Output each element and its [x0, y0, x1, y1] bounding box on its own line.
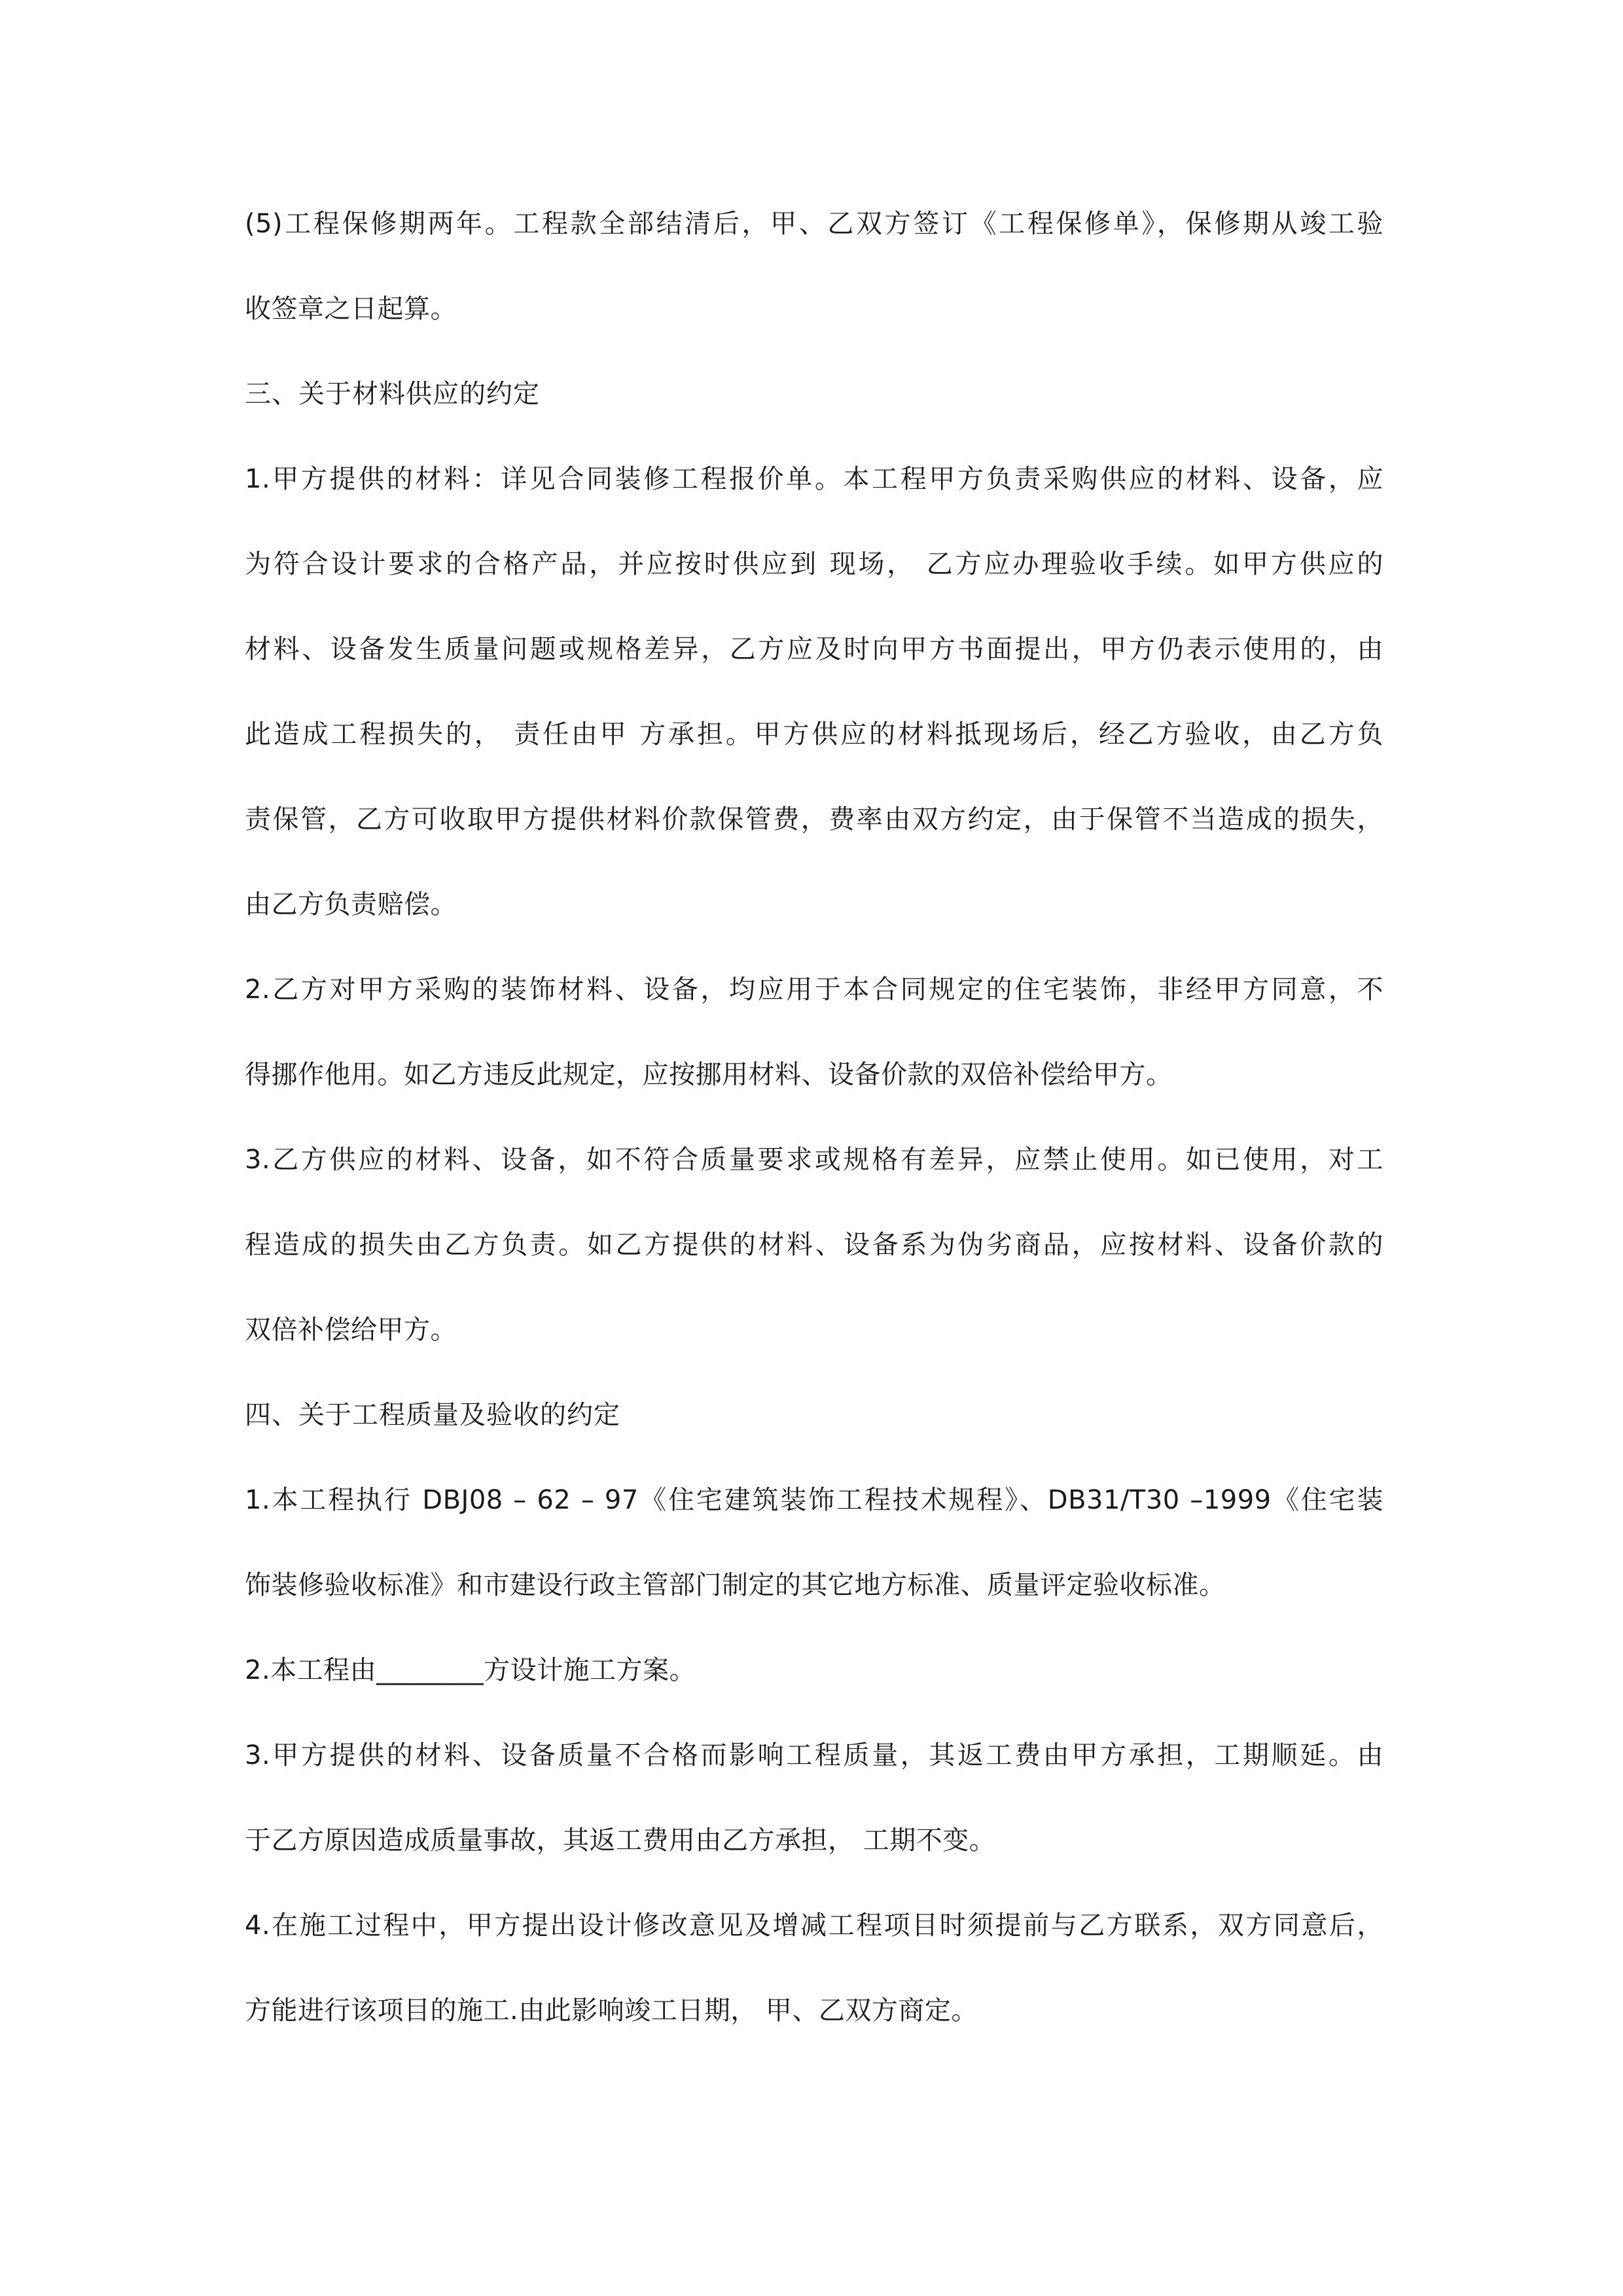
- paragraph-line: 4.在施工过程中，甲方提出设计修改意见及增减工程项目时须提前与乙方联系，双方同意后，: [245, 1910, 1383, 1941]
- paragraph-line: 饰装修验收标准》和市建设行政主管部门制定的其它地方标准、质量评定验收标准。: [245, 1570, 1226, 1600]
- paragraph-line: 由乙方负责赔偿。: [245, 889, 457, 920]
- paragraph-line: 1.本工程执行 DBJ08 – 62 – 97《住宅建筑装饰工程技术规程》、DB31/T30 –1999《住宅装: [245, 1485, 1383, 1515]
- paragraph-line: 3.甲方提供的材料、设备质量不合格而影响工程质量，其返工费由甲方承担，工期顺延。由: [245, 1740, 1383, 1770]
- paragraph-line: 得挪作他用。如乙方违反此规定，应按挪用材料、设备价款的双倍补偿给甲方。: [245, 1060, 1173, 1090]
- paragraph-line: 为符合设计要求的合格产品，并应按时供应到 现场， 乙方应办理验收手续。如甲方供应的: [245, 549, 1383, 579]
- paragraph-line: 2.本工程由________方设计施工方案。: [245, 1655, 696, 1685]
- section-heading: 三、关于材料供应的约定: [245, 379, 540, 409]
- paragraph-line: 双倍补偿给甲方。: [245, 1315, 457, 1345]
- paragraph-line: 方能进行该项目的施工.由此影响竣工日期， 甲、乙双方商定。: [245, 1996, 978, 2026]
- paragraph-line: (5)工程保修期两年。工程款全部结清后，甲、乙双方签订《工程保修单》，保修期从竣工验: [245, 209, 1383, 239]
- paragraph-line: 3.乙方供应的材料、设备，如不符合质量要求或规格有差异，应禁止使用。如已使用，对工: [245, 1145, 1383, 1175]
- paragraph-line: 此造成工程损失的， 责任由甲 方承担。甲方供应的材料抵现场后，经乙方验收，由乙方负: [245, 719, 1383, 749]
- section-heading: 四、关于工程质量及验收的约定: [245, 1400, 620, 1430]
- paragraph-line: 程造成的损失由乙方负责。如乙方提供的材料、设备系为伪劣商品，应按材料、设备价款的: [245, 1230, 1383, 1260]
- paragraph-line: 收签章之日起算。: [245, 294, 457, 324]
- paragraph-line: 责保管，乙方可收取甲方提供材料价款保管费，费率由双方约定，由于保管不当造成的损失，: [245, 804, 1383, 834]
- paragraph-line: 1.甲方提供的材料：详见合同装修工程报价单。本工程甲方负责采购供应的材料、设备，应: [245, 464, 1383, 494]
- paragraph-line: 2.乙方对甲方采购的装饰材料、设备，均应用于本合同规定的住宅装饰，非经甲方同意，不: [245, 975, 1383, 1005]
- paragraph-line: 材料、设备发生质量问题或规格差异，乙方应及时向甲方书面提出，甲方仍表示使用的，由: [245, 634, 1383, 664]
- paragraph-line: 于乙方原因造成质量事故，其返工费用由乙方承担， 工期不变。: [245, 1825, 996, 1856]
- document-body: [245, 208, 1383, 2080]
